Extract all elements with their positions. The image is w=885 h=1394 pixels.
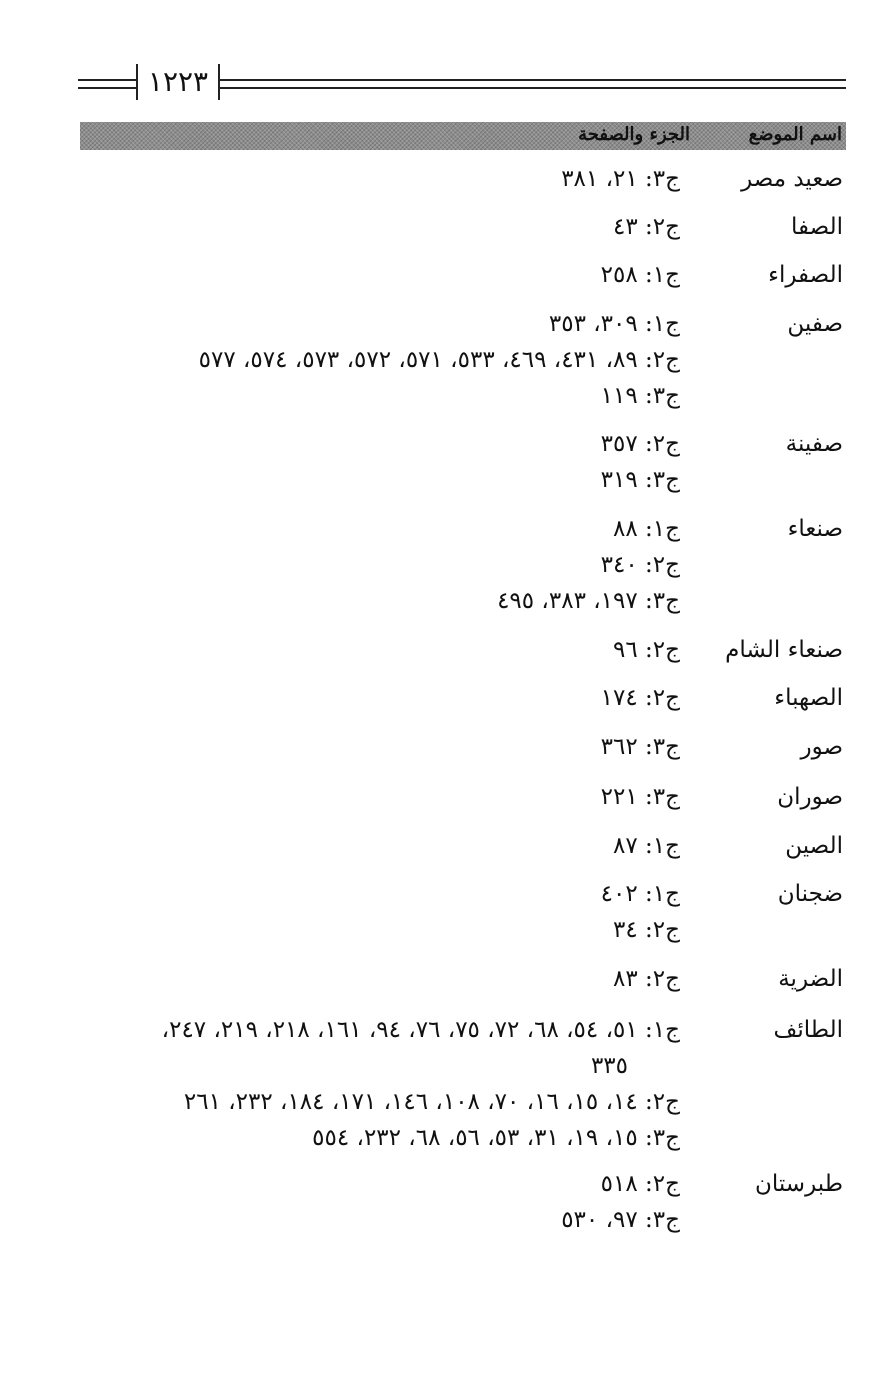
- page-ref-line: ج٣: ١٩٧، ٣٨٣، ٤٩٥: [497, 588, 680, 614]
- page-refs: [613, 961, 680, 997]
- place-name: صنعاء الشام: [725, 637, 843, 663]
- page-ref-line: ج٣: ٢٢١: [600, 784, 680, 810]
- place-name: طبرستان: [754, 1171, 843, 1197]
- page-ref-line: ج١: ٥١، ٥٤، ٦٨، ٧٢، ٧٥، ٧٦، ٩٤، ١٦١، ٢١٨، ٢١٩، ٢٤٧،: [161, 1017, 680, 1043]
- page-refs: [497, 511, 680, 619]
- page-ref-line: ج٢: ٩٦: [613, 637, 680, 663]
- place-name: صور: [800, 734, 843, 760]
- page-ref-line: ج٢: ٤٣: [613, 214, 680, 240]
- place-name: الصين: [785, 833, 843, 859]
- page-refs: [601, 257, 680, 293]
- page-refs: [601, 876, 680, 948]
- page-ref-line: ج٢: ٣٤: [613, 917, 680, 943]
- page-ref-line: ٣٣٥: [590, 1053, 628, 1079]
- page-refs: [601, 729, 680, 765]
- header-rule-left: [78, 79, 136, 89]
- place-name: صوران: [777, 784, 843, 810]
- place-name: الضرية: [778, 966, 843, 992]
- page-refs: [613, 632, 680, 668]
- place-name: الصفا: [791, 214, 843, 240]
- page-ref-line: ج٣: ٩٧، ٥٣٠: [561, 1207, 680, 1233]
- page-refs: [601, 680, 680, 716]
- page-ref-line: ج٣: ١٥، ١٩، ٣١، ٥٣، ٥٦، ٦٨، ٢٣٢، ٥٥٤: [312, 1125, 680, 1151]
- place-name: صنعاء: [787, 516, 843, 542]
- page-ref-line: ج٢: ١٤، ١٥، ١٦، ٧٠، ١٠٨، ١٤٦، ١٧١، ١٨٤، ٢٣٢، ٢٦١: [183, 1089, 680, 1115]
- place-name: صفين: [787, 311, 843, 337]
- page-refs: [561, 1166, 680, 1238]
- page-ref-line: ج٢: ٥١٨: [600, 1171, 680, 1197]
- page-ref-line: ج٢: ٨٩، ٤٣١، ٤٦٩، ٥٣٣، ٥٧١، ٥٧٢، ٥٧٣، ٥٧٤، ٥٧٧: [198, 347, 680, 373]
- page-refs: [613, 209, 680, 245]
- place-name: الطائف: [773, 1017, 843, 1043]
- page-ref-line: ج١: ٣٠٩، ٣٥٣: [548, 311, 680, 337]
- page-ref-line: ج٣: ١١٩: [600, 383, 680, 409]
- page-ref-line: ج٢: ٨٣: [613, 966, 680, 992]
- page-ref-line: ج١: ٢٥٨: [600, 262, 680, 288]
- page-ref-line: ج٣: ٣١٩: [600, 467, 680, 493]
- column-header-pages: الجزء والصفحة: [578, 124, 690, 145]
- page-ref-line: ج١: ٨٨: [613, 516, 680, 542]
- page-number: ١٢٢٣: [147, 65, 209, 98]
- place-name: الصهباء: [774, 685, 843, 711]
- page-refs: [601, 426, 680, 498]
- place-name: الصفراء: [768, 262, 843, 288]
- place-name: صعيد مصر: [741, 166, 843, 192]
- page-ref-line: ج١: ٤٠٢: [600, 881, 680, 907]
- page-ref-line: ج٢: ٣٥٧: [600, 431, 680, 457]
- page-ref-line: ج١: ٨٧: [613, 833, 680, 859]
- page-refs: [561, 161, 680, 197]
- place-name: ضجنان: [777, 881, 843, 907]
- column-header-bar: [80, 122, 846, 150]
- page-refs: [613, 828, 680, 864]
- header-rule-right: [220, 79, 846, 89]
- page-refs: [162, 1012, 680, 1156]
- page-ref-line: ج٣: ٣٦٢: [600, 734, 680, 760]
- page-refs: [199, 306, 680, 414]
- page-ref-line: ج٣: ٢١، ٣٨١: [561, 166, 680, 192]
- page-ref-line: ج٢: ١٧٤: [600, 685, 680, 711]
- page-refs: [601, 779, 680, 815]
- page-ref-line: ج٢: ٣٤٠: [600, 552, 680, 578]
- column-header-place: اسم الموضع: [748, 124, 842, 145]
- place-name: صفينة: [785, 431, 843, 457]
- page-header: [78, 62, 846, 106]
- header-tick-left: [136, 64, 138, 100]
